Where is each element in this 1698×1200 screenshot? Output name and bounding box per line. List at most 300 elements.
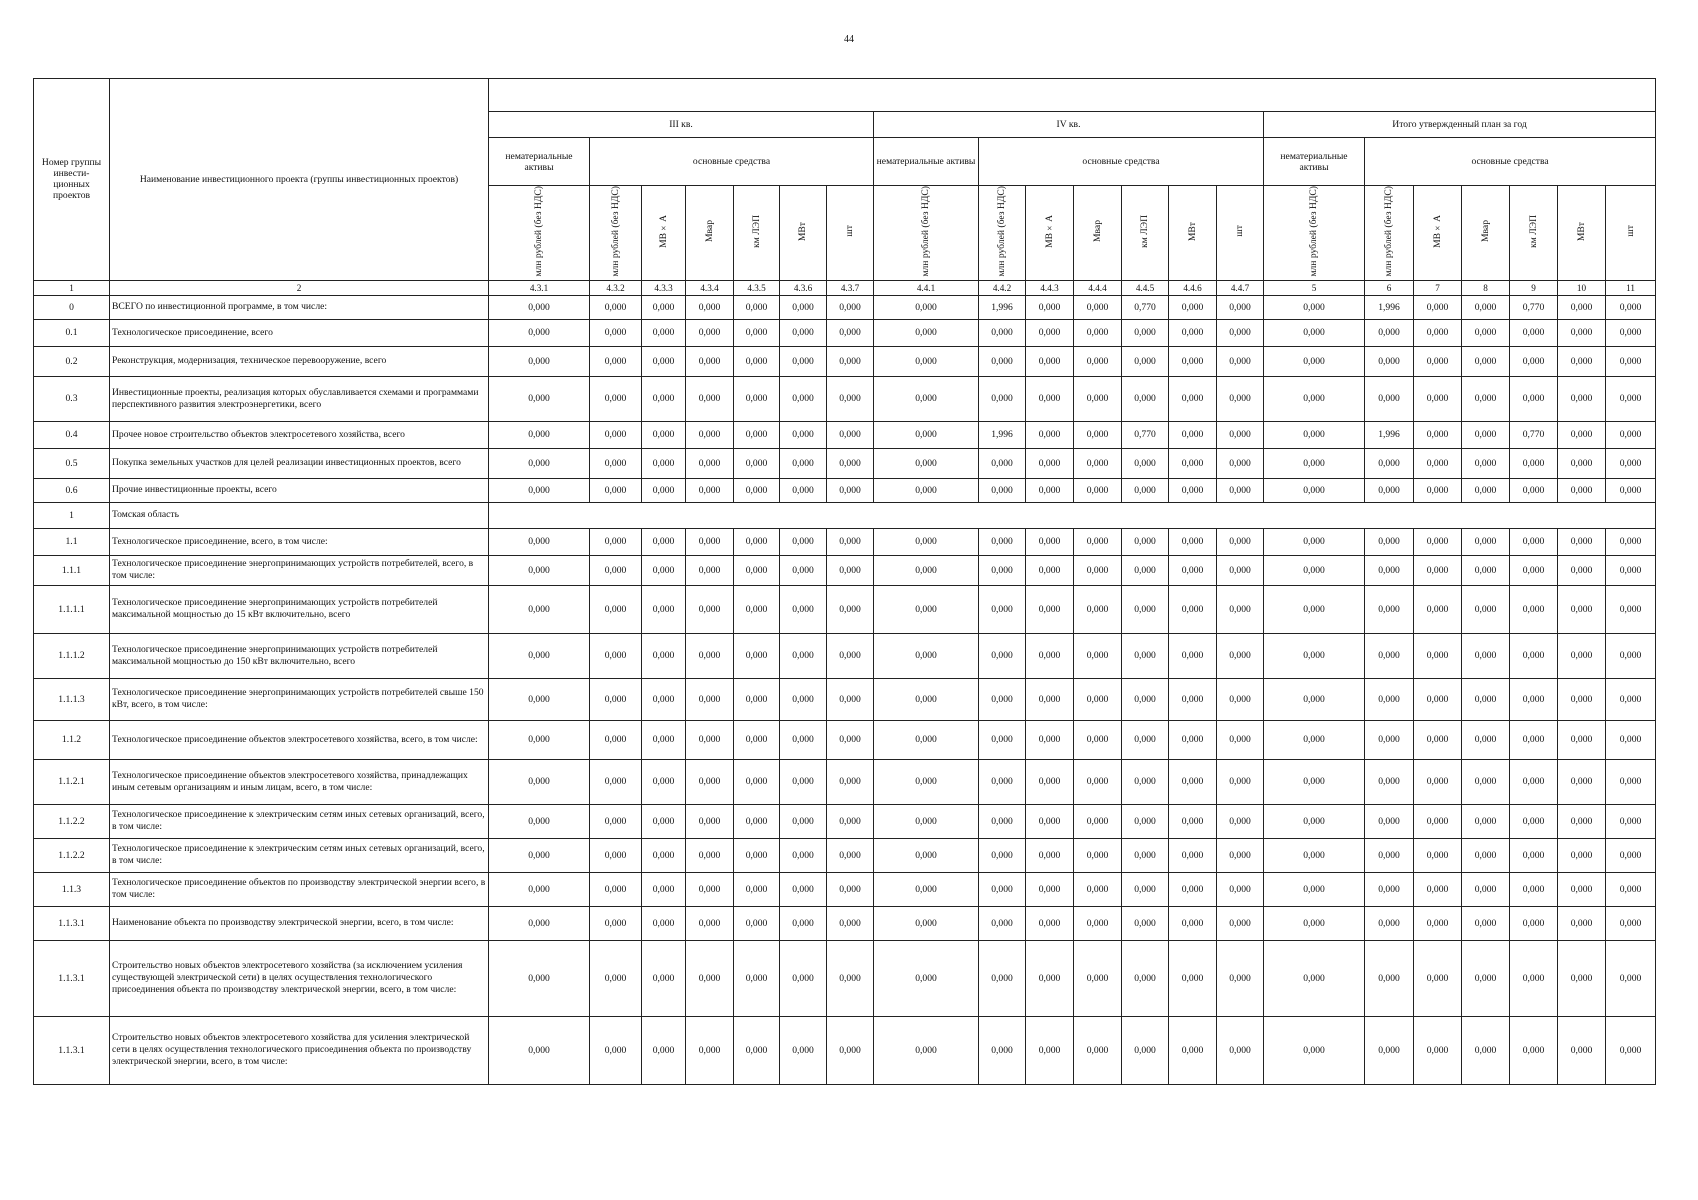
value-cell: 0,000 <box>827 1016 874 1084</box>
unit-label: км ЛЭП <box>1139 214 1151 248</box>
value-cell: 0,000 <box>1264 319 1365 346</box>
value-cell: 0,000 <box>686 838 734 872</box>
value-cell: 0,000 <box>642 448 686 478</box>
value-cell: 0,000 <box>1414 448 1462 478</box>
value-cell: 0,000 <box>642 376 686 421</box>
row-number: 1.1.2.2 <box>34 804 110 838</box>
unit-label: МВт <box>1575 221 1587 241</box>
value-cell: 0,000 <box>1462 633 1510 678</box>
value-cell: 0,000 <box>1510 346 1558 376</box>
value-cell: 0,000 <box>489 633 590 678</box>
unit-header <box>827 186 874 281</box>
value-cell: 0,000 <box>1026 319 1074 346</box>
value-cell: 0,000 <box>1074 678 1122 720</box>
value-cell: 0,000 <box>1122 319 1169 346</box>
value-cell: 0,000 <box>1365 319 1414 346</box>
unit-label: МВт <box>1186 221 1198 241</box>
value-cell: 0,000 <box>489 295 590 319</box>
table-row <box>34 346 1656 376</box>
value-cell: 0,000 <box>1217 528 1264 555</box>
value-cell: 0,000 <box>1026 555 1074 585</box>
value-cell: 0,000 <box>1365 678 1414 720</box>
value-cell: 0,000 <box>1169 346 1217 376</box>
column-number: 1 <box>34 280 110 295</box>
column-number: 4.4.2 <box>979 280 1026 295</box>
value-cell: 0,000 <box>1122 346 1169 376</box>
value-cell: 0,000 <box>874 295 979 319</box>
value-cell: 0,000 <box>1122 585 1169 633</box>
row-number: 1.1.3.1 <box>34 1016 110 1084</box>
value-cell: 0,000 <box>979 678 1026 720</box>
value-cell: 0,000 <box>780 478 827 502</box>
value-cell: 0,000 <box>686 346 734 376</box>
value-cell: 0,000 <box>489 906 590 940</box>
value-cell: 0,000 <box>1414 759 1462 804</box>
value-cell: 0,000 <box>642 720 686 759</box>
value-cell: 0,000 <box>780 448 827 478</box>
row-number: 1.1.2 <box>34 720 110 759</box>
column-number: 4.4.3 <box>1026 280 1074 295</box>
value-cell: 0,000 <box>1365 555 1414 585</box>
value-cell: 0,000 <box>1414 319 1462 346</box>
value-cell: 0,000 <box>1558 678 1606 720</box>
column-number: 4.4.6 <box>1169 280 1217 295</box>
unit-header <box>1365 186 1414 281</box>
value-cell: 0,000 <box>686 940 734 1016</box>
value-cell: 0,000 <box>1026 906 1074 940</box>
value-cell: 0,000 <box>1606 838 1656 872</box>
value-cell: 0,000 <box>1122 555 1169 585</box>
value-cell: 0,000 <box>1414 906 1462 940</box>
value-cell: 0,000 <box>590 759 642 804</box>
value-cell: 0,000 <box>1365 448 1414 478</box>
value-cell: 0,000 <box>1264 678 1365 720</box>
value-cell: 0,000 <box>1462 528 1510 555</box>
value-cell: 0,000 <box>1169 528 1217 555</box>
project-name: Наименование объекта по производству электрической энергии, всего, в том числе: <box>110 906 489 940</box>
project-name: Технологическое присоединение энергопринимающих устройств потребителей свыше 150 кВт, всего, в том числе: <box>110 678 489 720</box>
value-cell: 0,000 <box>780 319 827 346</box>
value-cell: 0,000 <box>1169 295 1217 319</box>
value-cell: 0,000 <box>1558 940 1606 1016</box>
value-cell: 0,000 <box>1074 528 1122 555</box>
value-cell: 0,770 <box>1510 295 1558 319</box>
value-cell: 0,000 <box>590 872 642 906</box>
value-cell: 0,000 <box>1122 872 1169 906</box>
value-cell: 0,000 <box>1074 421 1122 448</box>
unit-header <box>874 186 979 281</box>
value-cell: 0,000 <box>979 838 1026 872</box>
value-cell: 0,000 <box>874 838 979 872</box>
value-cell: 0,000 <box>827 804 874 838</box>
value-cell: 0,000 <box>1462 804 1510 838</box>
value-cell: 0,000 <box>489 872 590 906</box>
value-cell: 0,000 <box>590 940 642 1016</box>
value-cell: 0,000 <box>1122 906 1169 940</box>
unit-label: шт <box>844 225 856 238</box>
value-cell: 0,000 <box>780 528 827 555</box>
value-cell: 0,000 <box>1264 804 1365 838</box>
value-cell: 0,000 <box>590 319 642 346</box>
column-number: 4.4.1 <box>874 280 979 295</box>
value-cell: 1,996 <box>979 295 1026 319</box>
value-cell: 0,000 <box>1414 376 1462 421</box>
value-cell: 0,000 <box>642 555 686 585</box>
column-number: 4.3.2 <box>590 280 642 295</box>
value-cell: 0,000 <box>1558 421 1606 448</box>
value-cell: 0,000 <box>686 872 734 906</box>
table-row <box>34 872 1656 906</box>
value-cell: 0,000 <box>1169 1016 1217 1084</box>
value-cell: 0,000 <box>979 940 1026 1016</box>
year-total-header: Итого утвержденный план за год <box>1264 112 1656 138</box>
value-cell: 0,000 <box>1510 940 1558 1016</box>
value-cell: 0,000 <box>874 376 979 421</box>
value-cell: 0,000 <box>1217 448 1264 478</box>
value-cell: 0,000 <box>1122 678 1169 720</box>
value-cell: 0,000 <box>874 346 979 376</box>
value-cell: 0,000 <box>1122 633 1169 678</box>
value-cell: 0,000 <box>1558 295 1606 319</box>
column-number: 4.3.3 <box>642 280 686 295</box>
value-cell: 0,000 <box>489 478 590 502</box>
value-cell: 0,000 <box>489 421 590 448</box>
project-name: Строительство новых объектов электросетевого хозяйства (за исключением усиления существующей электрической сети) в целях осуществления технологического присоединения объекта по производству электрической энергии, всего, в том числе: <box>110 940 489 1016</box>
value-cell: 0,000 <box>1462 678 1510 720</box>
table-row <box>34 376 1656 421</box>
project-name: Томская область <box>110 502 489 528</box>
value-cell: 0,000 <box>686 906 734 940</box>
value-cell: 0,000 <box>1462 421 1510 448</box>
value-cell: 0,000 <box>1217 940 1264 1016</box>
value-cell: 0,000 <box>489 1016 590 1084</box>
table-row <box>34 555 1656 585</box>
unit-label: км ЛЭП <box>1527 214 1539 248</box>
value-cell: 0,000 <box>874 720 979 759</box>
value-cell: 0,000 <box>1074 906 1122 940</box>
column-number: 10 <box>1558 280 1606 295</box>
project-name-header: Наименование инвестиционного проекта (группы инвестиционных проектов) <box>110 79 489 281</box>
value-cell: 0,000 <box>827 478 874 502</box>
value-cell: 0,000 <box>590 346 642 376</box>
table-row <box>34 319 1656 346</box>
value-cell: 0,000 <box>1122 838 1169 872</box>
value-cell: 0,000 <box>734 678 780 720</box>
value-cell: 0,000 <box>1264 759 1365 804</box>
value-cell: 0,000 <box>489 346 590 376</box>
value-cell: 0,000 <box>979 528 1026 555</box>
investment-plan-table <box>33 78 1656 1085</box>
value-cell: 0,000 <box>590 906 642 940</box>
value-cell: 0,000 <box>1558 1016 1606 1084</box>
unit-header <box>780 186 827 281</box>
value-cell: 0,000 <box>1558 872 1606 906</box>
value-cell: 0,000 <box>1510 906 1558 940</box>
section-blank <box>489 502 1656 528</box>
value-cell: 0,000 <box>1264 448 1365 478</box>
column-number: 9 <box>1510 280 1558 295</box>
value-cell: 0,000 <box>979 872 1026 906</box>
value-cell: 0,000 <box>1414 633 1462 678</box>
value-cell: 0,000 <box>489 759 590 804</box>
value-cell: 0,000 <box>1365 759 1414 804</box>
table-header <box>34 79 1656 281</box>
value-cell: 0,000 <box>1606 720 1656 759</box>
value-cell: 0,770 <box>1122 421 1169 448</box>
value-cell: 0,000 <box>1264 421 1365 448</box>
value-cell: 0,000 <box>827 940 874 1016</box>
value-cell: 0,000 <box>686 678 734 720</box>
project-name: Технологическое присоединение к электрическим сетям иных сетевых организаций, всего, в том числе: <box>110 804 489 838</box>
value-cell: 0,000 <box>1026 528 1074 555</box>
value-cell: 0,000 <box>642 678 686 720</box>
value-cell: 0,000 <box>1606 759 1656 804</box>
value-cell: 0,000 <box>1414 872 1462 906</box>
value-cell: 0,000 <box>734 759 780 804</box>
value-cell: 0,000 <box>1606 346 1656 376</box>
value-cell: 0,000 <box>734 585 780 633</box>
value-cell: 0,000 <box>780 678 827 720</box>
value-cell: 0,000 <box>1606 319 1656 346</box>
value-cell: 0,000 <box>1026 633 1074 678</box>
value-cell: 0,000 <box>827 421 874 448</box>
row-number: 0.5 <box>34 448 110 478</box>
value-cell: 0,000 <box>686 295 734 319</box>
value-cell: 0,000 <box>827 346 874 376</box>
value-cell: 0,000 <box>1074 319 1122 346</box>
unit-label: шт <box>1625 225 1637 238</box>
unit-label: млн рублей (без НДС) <box>533 186 545 277</box>
value-cell: 0,000 <box>1074 555 1122 585</box>
project-name: Реконструкция, модернизация, техническое перевооружение, всего <box>110 346 489 376</box>
value-cell: 0,000 <box>1365 376 1414 421</box>
value-cell: 0,000 <box>1365 906 1414 940</box>
value-cell: 0,000 <box>1414 585 1462 633</box>
value-cell: 0,000 <box>590 376 642 421</box>
value-cell: 0,000 <box>590 633 642 678</box>
value-cell: 0,000 <box>642 295 686 319</box>
row-number: 1.1.3.1 <box>34 940 110 1016</box>
value-cell: 0,000 <box>979 478 1026 502</box>
value-cell: 0,000 <box>874 633 979 678</box>
value-cell: 0,000 <box>1074 376 1122 421</box>
value-cell: 0,000 <box>1414 555 1462 585</box>
value-cell: 0,000 <box>1122 528 1169 555</box>
unit-header <box>1264 186 1365 281</box>
value-cell: 0,000 <box>642 804 686 838</box>
value-cell: 0,000 <box>1217 555 1264 585</box>
unit-header <box>1122 186 1169 281</box>
value-cell: 0,000 <box>1606 376 1656 421</box>
value-cell: 0,000 <box>874 528 979 555</box>
unit-label: млн рублей (без НДС) <box>996 186 1008 277</box>
value-cell: 0,000 <box>642 421 686 448</box>
intangible-header: нематериальные активы <box>874 138 979 186</box>
value-cell: 0,000 <box>1462 872 1510 906</box>
value-cell: 0,000 <box>1606 295 1656 319</box>
value-cell: 0,000 <box>1169 872 1217 906</box>
value-cell: 0,000 <box>1074 872 1122 906</box>
value-cell: 0,000 <box>489 804 590 838</box>
value-cell: 0,000 <box>827 448 874 478</box>
value-cell: 0,000 <box>1510 804 1558 838</box>
value-cell: 0,000 <box>780 376 827 421</box>
value-cell: 0,000 <box>979 448 1026 478</box>
value-cell: 0,000 <box>734 376 780 421</box>
value-cell: 0,000 <box>1074 585 1122 633</box>
value-cell: 0,000 <box>1217 346 1264 376</box>
table-row <box>34 906 1656 940</box>
unit-header <box>642 186 686 281</box>
row-number: 1.1.3 <box>34 872 110 906</box>
column-number: 4.4.4 <box>1074 280 1122 295</box>
value-cell: 0,000 <box>1264 346 1365 376</box>
value-cell: 0,000 <box>489 720 590 759</box>
value-cell: 0,000 <box>489 940 590 1016</box>
value-cell: 0,000 <box>827 555 874 585</box>
value-cell: 0,000 <box>780 759 827 804</box>
value-cell: 0,000 <box>1462 376 1510 421</box>
value-cell: 0,000 <box>1365 838 1414 872</box>
value-cell: 0,000 <box>1169 759 1217 804</box>
value-cell: 0,000 <box>827 720 874 759</box>
value-cell: 0,000 <box>642 838 686 872</box>
unit-label: Мвар <box>1479 220 1491 243</box>
value-cell: 0,000 <box>1026 448 1074 478</box>
value-cell: 0,000 <box>874 585 979 633</box>
value-cell: 0,000 <box>979 376 1026 421</box>
value-cell: 0,000 <box>1558 555 1606 585</box>
value-cell: 0,000 <box>1169 633 1217 678</box>
value-cell: 0,000 <box>734 421 780 448</box>
value-cell: 0,000 <box>1074 940 1122 1016</box>
value-cell: 0,000 <box>1365 872 1414 906</box>
unit-label: млн рублей (без НДС) <box>920 186 932 277</box>
value-cell: 0,000 <box>1264 528 1365 555</box>
value-cell: 0,000 <box>1217 295 1264 319</box>
value-cell: 0,000 <box>1217 720 1264 759</box>
value-cell: 0,000 <box>1122 376 1169 421</box>
value-cell: 0,000 <box>1462 759 1510 804</box>
value-cell: 0,000 <box>780 555 827 585</box>
value-cell: 0,000 <box>827 906 874 940</box>
column-number: 7 <box>1414 280 1462 295</box>
value-cell: 0,000 <box>979 759 1026 804</box>
value-cell: 0,000 <box>686 448 734 478</box>
value-cell: 0,000 <box>827 838 874 872</box>
value-cell: 0,000 <box>1365 804 1414 838</box>
value-cell: 0,770 <box>1122 295 1169 319</box>
value-cell: 0,000 <box>734 346 780 376</box>
column-number: 6 <box>1365 280 1414 295</box>
value-cell: 0,000 <box>1169 678 1217 720</box>
value-cell: 0,000 <box>642 759 686 804</box>
project-name: Покупка земельных участков для целей реализации инвестиционных проектов, всего <box>110 448 489 478</box>
row-number: 0.3 <box>34 376 110 421</box>
value-cell: 0,000 <box>1462 906 1510 940</box>
unit-label: МВ×А <box>1431 214 1443 248</box>
column-number: 4.4.5 <box>1122 280 1169 295</box>
value-cell: 0,000 <box>1510 678 1558 720</box>
value-cell: 0,000 <box>734 528 780 555</box>
value-cell: 0,000 <box>1365 528 1414 555</box>
value-cell: 0,000 <box>1414 346 1462 376</box>
value-cell: 0,000 <box>1217 1016 1264 1084</box>
value-cell: 0,000 <box>489 555 590 585</box>
value-cell: 0,000 <box>979 319 1026 346</box>
value-cell: 0,000 <box>1606 478 1656 502</box>
value-cell: 0,000 <box>1026 295 1074 319</box>
value-cell: 0,000 <box>979 906 1026 940</box>
value-cell: 0,000 <box>686 478 734 502</box>
value-cell: 0,000 <box>1462 478 1510 502</box>
value-cell: 0,000 <box>1558 346 1606 376</box>
value-cell: 0,000 <box>979 804 1026 838</box>
column-numbers-row <box>34 280 1656 295</box>
value-cell: 0,000 <box>827 678 874 720</box>
value-cell: 0,000 <box>1606 448 1656 478</box>
row-number: 1 <box>34 502 110 528</box>
unit-label: км ЛЭП <box>750 214 762 248</box>
value-cell: 0,000 <box>734 906 780 940</box>
value-cell: 0,000 <box>590 838 642 872</box>
unit-label: млн рублей (без НДС) <box>609 186 621 277</box>
value-cell: 0,000 <box>734 478 780 502</box>
project-name: Технологическое присоединение объектов по производству электрической энергии всего, в том числе: <box>110 872 489 906</box>
value-cell: 0,000 <box>686 555 734 585</box>
value-cell: 0,000 <box>734 319 780 346</box>
project-name: Строительство новых объектов электросетевого хозяйства для усиления электрической сети в целях осуществления технологического присоединения объекта по производству электрической энергии, всего, в том числе: <box>110 1016 489 1084</box>
value-cell: 0,000 <box>1122 448 1169 478</box>
value-cell: 0,000 <box>642 633 686 678</box>
value-cell: 0,000 <box>1365 633 1414 678</box>
value-cell: 0,000 <box>642 906 686 940</box>
intangible-header: нематериальные активы <box>489 138 590 186</box>
value-cell: 0,000 <box>1414 838 1462 872</box>
value-cell: 0,000 <box>1169 804 1217 838</box>
value-cell: 0,000 <box>686 421 734 448</box>
value-cell: 0,000 <box>1026 872 1074 906</box>
value-cell: 0,000 <box>1074 838 1122 872</box>
column-number: 4.4.7 <box>1217 280 1264 295</box>
column-number: 5 <box>1264 280 1365 295</box>
value-cell: 0,000 <box>734 295 780 319</box>
value-cell: 0,000 <box>1462 448 1510 478</box>
value-cell: 0,000 <box>1365 585 1414 633</box>
value-cell: 0,000 <box>590 478 642 502</box>
value-cell: 0,000 <box>590 295 642 319</box>
value-cell: 0,000 <box>734 720 780 759</box>
project-name: Технологическое присоединение к электрическим сетям иных сетевых организаций, всего, в том числе: <box>110 838 489 872</box>
column-number: 4.3.7 <box>827 280 874 295</box>
unit-header <box>1414 186 1462 281</box>
value-cell: 0,000 <box>1026 478 1074 502</box>
value-cell: 0,000 <box>874 906 979 940</box>
value-cell: 0,000 <box>979 720 1026 759</box>
value-cell: 0,000 <box>1217 906 1264 940</box>
table-row <box>34 678 1656 720</box>
value-cell: 0,000 <box>1414 295 1462 319</box>
value-cell: 1,996 <box>979 421 1026 448</box>
value-cell: 0,000 <box>1510 585 1558 633</box>
value-cell: 0,000 <box>780 633 827 678</box>
value-cell: 0,000 <box>1510 759 1558 804</box>
value-cell: 0,000 <box>489 319 590 346</box>
value-cell: 0,000 <box>1169 585 1217 633</box>
value-cell: 0,000 <box>1606 678 1656 720</box>
value-cell: 0,000 <box>874 872 979 906</box>
project-name: Прочие инвестиционные проекты, всего <box>110 478 489 502</box>
